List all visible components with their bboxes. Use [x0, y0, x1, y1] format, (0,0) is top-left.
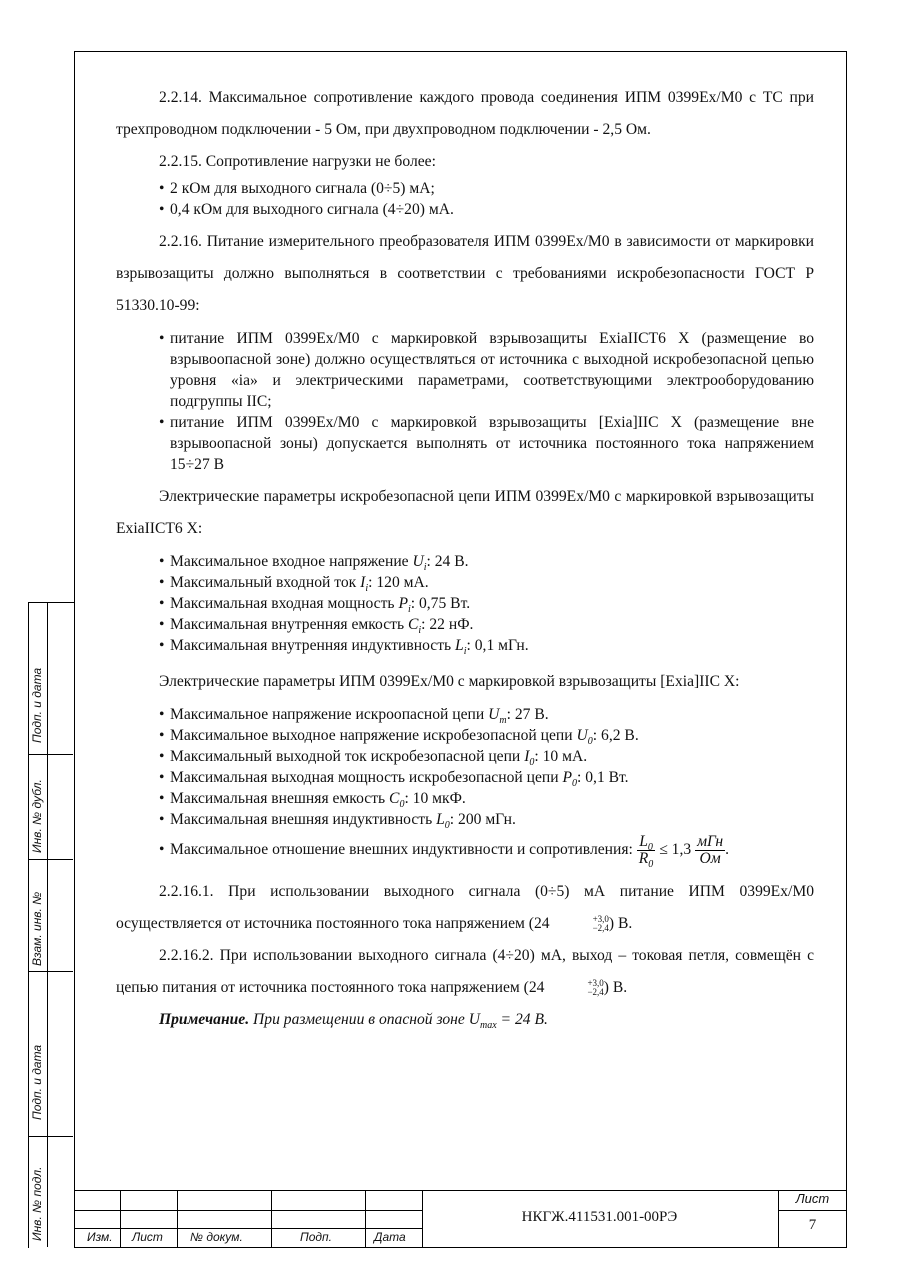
strip-cell: [29, 860, 73, 972]
sheet-number: 7: [808, 1217, 817, 1233]
paragraph-exia-iic-params: Электрические параметры ИПМ 0399Ex/M0 с маркировкой взрывозащиты [Exia]IIC X:: [159, 673, 740, 690]
note-label: Примечание.: [159, 1011, 250, 1028]
col-list: Лист: [132, 1230, 163, 1244]
paragraph-2-2-14: 2.2.14. Максимальное сопротивление каждого провода соединения ИПМ 0399Ex/M0 с ТС при трехпроводном подключении - 5 Ом, при двухпроводном подключении - 2,5 Ом.: [116, 89, 814, 138]
strip-label: Инв. № дубл.: [30, 779, 44, 853]
paragraph-2-2-16: 2.2.16. Питание измерительного преобразователя ИПМ 0399Ex/M0 в зависимости от маркировки взрывозащиты должно выполняться в соответствии с требованиями искробезопасности ГОСТ Р 51330.10-99:: [116, 233, 814, 314]
param-item: • Максимальная внешняя емкость $C_0$: 10 мкФ.: [159, 788, 814, 809]
tolerance: +3,0 −2,4: [587, 978, 604, 998]
col-izm: Изм.: [87, 1230, 113, 1244]
document-number: НКГЖ.411531.001-00РЭ: [521, 1209, 678, 1225]
signature-strip: [28, 602, 74, 1248]
param-item: • Максимальный выходной ток искробезопасной цепи $I_0$: 10 мА.: [159, 746, 814, 767]
param-item: • Максимальная выходная мощность искробезопасной цепи $P_0$: 0,1 Вт.: [159, 767, 814, 788]
param-item: • Максимальная внешняя индуктивность $L_0$: 200 мГн.: [159, 809, 814, 830]
strip-label: Взам. инв. №: [30, 891, 44, 966]
ratio-list: [116, 830, 814, 870]
col-doc: № докум.: [190, 1230, 243, 1244]
paragraph-exia-params: Электрические параметры искробезопасной цепи ИПМ 0399Ex/M0 с маркировкой взрывозащиты ExiaIICT6 X:: [116, 488, 814, 537]
load-list: [116, 178, 814, 220]
ratio-relation: ≤ 1,3: [659, 841, 692, 858]
strip-cell: [29, 603, 73, 755]
document-body: [116, 82, 814, 1036]
strip-cell: [29, 1137, 73, 1247]
power-list: [116, 328, 814, 475]
tolerance: +3,0 −2,4: [592, 914, 609, 934]
paragraph-2-2-16-1: 2.2.16.1. При использовании выходного сигнала (0÷5) мА питание ИПМ 0399Ex/M0 осуществляется от источника постоянного тока напряжением (24 +3,0 −2,4 ) В.: [116, 883, 814, 934]
param-item: • Максимальное напряжение искроопасной цепи $U_m$: 27 В.: [159, 704, 814, 725]
list-item: • питание ИПМ 0399Ex/M0 с маркировкой взрывозащиты [Exia]IIC X (размещение вне взрывоопасной зоны) допускается выполнять от источника постоянного тока напряжением 15÷27 В: [159, 412, 814, 475]
param-item: • Максимальный входной ток $I_i$: 120 мА.: [159, 572, 814, 593]
paragraph-2-2-16-2: 2.2.16.2. При использовании выходного сигнала (4÷20) мА, выход – токовая петля, совмещён с цепью питания от источника постоянного тока напряжением (24 +3,0 −2,4 ) В.: [116, 947, 814, 998]
strip-cell: [29, 755, 73, 860]
param-item: • Максимальное выходное напряжение искробезопасной цепи $U_0$: 6,2 В.: [159, 725, 814, 746]
col-date: Дата: [374, 1230, 406, 1244]
col-sign: Подп.: [300, 1230, 332, 1244]
list-item: • питание ИПМ 0399Ex/M0 с маркировкой взрывозащиты ExiaIICT6 X (размещение во взрывоопасной зоне) должно осуществляться от источника с выходной искробезопасной цепью уровня «ia» и электрическими параметрами, соответствующими электрооборудованию подгруппы IIC;: [159, 328, 814, 412]
strip-cell: [29, 972, 73, 1137]
param-item: • Максимальная входная мощность $P_i$: 0,75 Вт.: [159, 593, 814, 614]
note: Примечание. При размещении в опасной зоне $U_{max} = 24$ В.: [159, 1011, 548, 1032]
title-block: [74, 1190, 847, 1248]
list-item: • 0,4 кОм для выходного сигнала (4÷20) мА.: [159, 199, 814, 220]
param-item: • Максимальная внутренняя индуктивность $L_i$: 0,1 мГн.: [159, 635, 814, 656]
param-item: • Максимальное входное напряжение $U_i$: 24 В.: [159, 551, 814, 572]
ratio-fraction: $\frac{L_0}{R_0}$: [638, 832, 654, 871]
ratio-item: • Максимальное отношение внешних индуктивности и сопротивления: $\frac{L_0}{R_0}$ ≤ 1,3 $\frac{\text{мГн}}{Ом}$ .: [159, 830, 814, 870]
ratio-text: Максимальное отношение внешних индуктивности и сопротивления:: [170, 841, 633, 858]
sheet-label: Лист: [795, 1191, 830, 1206]
ratio-unit-fraction: $\frac{\text{мГн}}{Ом}$: [697, 832, 724, 867]
exia-params-list: [116, 551, 814, 656]
strip-label: Подп. и дата: [30, 1044, 44, 1120]
param-item: • Максимальная внутренняя емкость $C_i$: 22 нФ.: [159, 614, 814, 635]
exia-iic-params-list: [116, 704, 814, 830]
strip-label: Инв. № подл.: [30, 1166, 44, 1241]
strip-label: Подп. и дата: [30, 667, 44, 743]
list-item: • 2 кОм для выходного сигнала (0÷5) мА;: [159, 178, 814, 199]
paragraph-2-2-15: 2.2.15. Сопротивление нагрузки не более:: [159, 153, 436, 170]
